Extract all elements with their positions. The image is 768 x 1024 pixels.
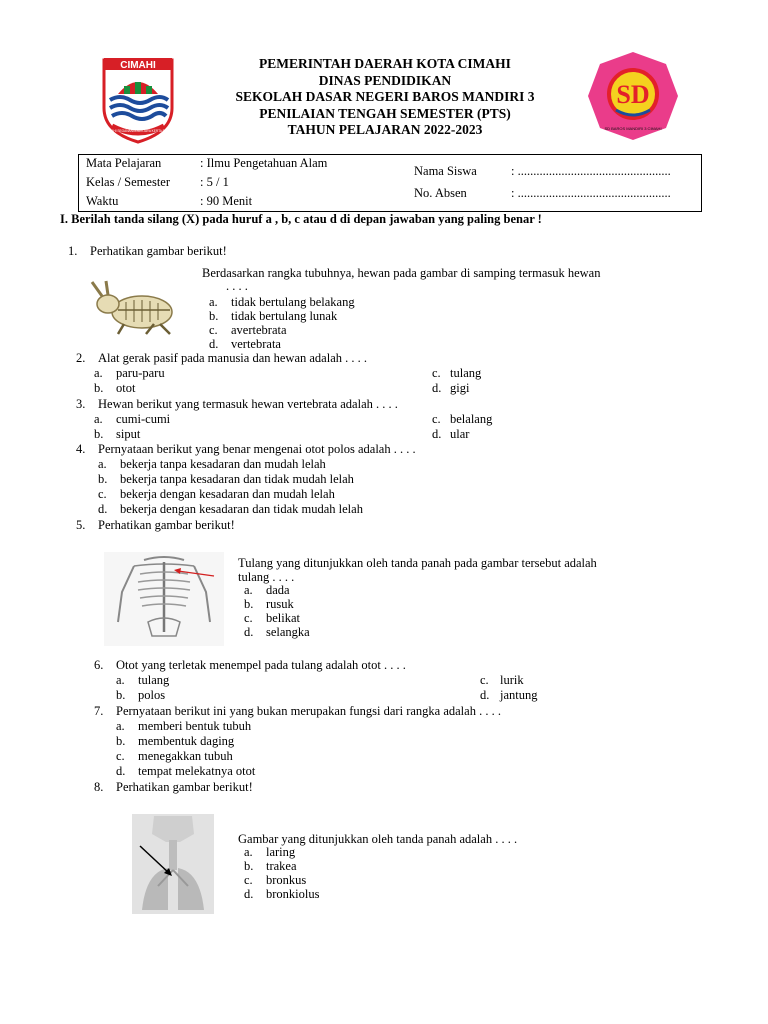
q1-stem-dots: . . . . bbox=[226, 279, 248, 293]
q1-option-1-letter[interactable]: a. bbox=[209, 295, 218, 309]
q2-option-2-text: otot bbox=[116, 381, 136, 395]
q3-number: 3. bbox=[76, 397, 86, 411]
class-value: : 5 / 1 bbox=[200, 175, 229, 189]
q3-option-4-letter[interactable]: d. bbox=[432, 427, 442, 441]
time-label: Waktu bbox=[86, 194, 119, 208]
time-value: : 90 Menit bbox=[200, 194, 253, 208]
q1-option-4-letter[interactable]: d. bbox=[209, 337, 219, 351]
q8-option-3-text: bronkus bbox=[266, 873, 307, 887]
class-label: Kelas / Semester bbox=[86, 175, 171, 189]
q4-number: 4. bbox=[76, 442, 86, 456]
q4-option-3-letter[interactable]: c. bbox=[98, 487, 107, 501]
q2-option-4-letter[interactable]: d. bbox=[432, 381, 442, 395]
q3-text: Hewan berikut yang termasuk hewan vertebrata adalah . . . . bbox=[98, 397, 398, 411]
q4-option-3-text: bekerja dengan kesadaran dan mudah lelah bbox=[120, 487, 335, 501]
black-arrow-indicator bbox=[136, 842, 176, 878]
q1-option-3-letter[interactable]: c. bbox=[209, 323, 218, 337]
q6-option-2-text: polos bbox=[138, 688, 166, 702]
q5-option-4-text: selangka bbox=[266, 625, 310, 639]
q3-option-2-letter[interactable]: b. bbox=[94, 427, 104, 441]
q4-option-4-letter[interactable]: d. bbox=[98, 502, 108, 516]
q2-option-2-letter[interactable]: b. bbox=[94, 381, 104, 395]
q8-number: 8. bbox=[94, 780, 104, 794]
cimahi-motto-text: CIMAHI SEGANANGGUN JAYA KERTA BAYA bbox=[105, 129, 171, 133]
student-info-box bbox=[78, 154, 702, 212]
name-label: Nama Siswa bbox=[414, 164, 477, 178]
svg-text:SD: SD bbox=[616, 80, 650, 109]
document-header bbox=[150, 56, 620, 139]
q2-number: 2. bbox=[76, 351, 86, 365]
header-line-3: SEKOLAH DASAR NEGERI BAROS MANDIRI 3 bbox=[235, 89, 535, 104]
q1-option-2-text: tidak bertulang lunak bbox=[231, 309, 338, 323]
q8-option-3-letter[interactable]: c. bbox=[244, 873, 253, 887]
header-line-2: DINAS PENDIDIKAN bbox=[318, 72, 452, 88]
red-arrow-indicator bbox=[172, 566, 216, 580]
rabbit-skeleton-image bbox=[84, 280, 184, 336]
q6-text: Otot yang terletak menempel pada tulang adalah otot . . . . bbox=[116, 658, 406, 672]
q8-stem: Gambar yang ditunjukkan oleh tanda panah adalah . . . . bbox=[238, 832, 518, 846]
header-line-1: PEMERINTAH DAERAH KOTA CIMAHI bbox=[259, 56, 511, 71]
q5-option-4-letter[interactable]: d. bbox=[244, 625, 254, 639]
q1-option-3-text: avertebrata bbox=[231, 323, 287, 337]
q6-option-2-letter[interactable]: b. bbox=[116, 688, 126, 702]
subject-value: : Ilmu Pengetahuan Alam bbox=[200, 156, 328, 170]
cimahi-logo-text: CIMAHI bbox=[120, 60, 156, 71]
q5-number: 5. bbox=[76, 518, 86, 532]
q1-option-1-text: tidak bertulang belakang bbox=[231, 295, 355, 309]
q7-option-1-letter[interactable]: a. bbox=[116, 719, 125, 733]
q5-stem-cont: tulang . . . . bbox=[238, 570, 295, 584]
q7-text: Pernyataan berikut ini yang bukan merupakan fungsi dari rangka adalah . . . . bbox=[116, 704, 501, 718]
q1-text: Perhatikan gambar berikut! bbox=[90, 244, 227, 258]
q8-option-2-text: trakea bbox=[266, 859, 297, 873]
instruction: I. Berilah tanda silang (X) pada huruf a , b, c atau d di depan jawaban yang paling benar ! bbox=[60, 212, 542, 226]
q3-option-2-text: siput bbox=[116, 427, 141, 441]
q7-option-4-letter[interactable]: d. bbox=[116, 764, 126, 778]
absen-label: No. Absen bbox=[414, 186, 467, 200]
q4-option-2-text: bekerja tanpa kesadaran dan tidak mudah lelah bbox=[120, 472, 354, 486]
q7-option-2-text: membentuk daging bbox=[138, 734, 235, 748]
q2-text: Alat gerak pasif pada manusia dan hewan adalah . . . . bbox=[98, 351, 367, 365]
q5-option-3-letter[interactable]: c. bbox=[244, 611, 253, 625]
q5-option-2-letter[interactable]: b. bbox=[244, 597, 254, 611]
q1-option-2-letter[interactable]: b. bbox=[209, 309, 219, 323]
q6-option-4-text: jantung bbox=[500, 688, 538, 702]
q7-option-2-letter[interactable]: b. bbox=[116, 734, 126, 748]
q2-option-3-text: tulang bbox=[450, 366, 482, 380]
q5-option-2-text: rusuk bbox=[266, 597, 294, 611]
q2-option-3-letter[interactable]: c. bbox=[432, 366, 441, 380]
q6-option-4-letter[interactable]: d. bbox=[480, 688, 490, 702]
q5-text: Perhatikan gambar berikut! bbox=[98, 518, 235, 532]
q7-option-3-letter[interactable]: c. bbox=[116, 749, 125, 763]
q4-option-2-letter[interactable]: b. bbox=[98, 472, 108, 486]
q6-option-1-letter[interactable]: a. bbox=[116, 673, 125, 687]
q7-number: 7. bbox=[94, 704, 104, 718]
q4-option-1-letter[interactable]: a. bbox=[98, 457, 107, 471]
q6-option-1-text: tulang bbox=[138, 673, 170, 687]
q3-option-4-text: ular bbox=[450, 427, 470, 441]
q4-text: Pernyataan berikut yang benar mengenai otot polos adalah . . . . bbox=[98, 442, 416, 456]
q6-option-3-letter[interactable]: c. bbox=[480, 673, 489, 687]
q1-option-4-text: vertebrata bbox=[231, 337, 281, 351]
q2-option-4-text: gigi bbox=[450, 381, 470, 395]
q3-option-3-letter[interactable]: c. bbox=[432, 412, 441, 426]
q7-option-4-text: tempat melekatnya otot bbox=[138, 764, 256, 778]
q3-option-3-text: belalang bbox=[450, 412, 493, 426]
q2-option-1-letter[interactable]: a. bbox=[94, 366, 103, 380]
q5-option-1-letter[interactable]: a. bbox=[244, 583, 253, 597]
q8-text: Perhatikan gambar berikut! bbox=[116, 780, 253, 794]
q8-option-1-text: laring bbox=[266, 845, 296, 859]
q6-number: 6. bbox=[94, 658, 104, 672]
q8-option-4-text: bronkiolus bbox=[266, 887, 320, 901]
q7-option-1-text: memberi bentuk tubuh bbox=[138, 719, 252, 733]
q7-option-3-text: menegakkan tubuh bbox=[138, 749, 233, 763]
q3-option-1-letter[interactable]: a. bbox=[94, 412, 103, 426]
q4-option-1-text: bekerja tanpa kesadaran dan mudah lelah bbox=[120, 457, 326, 471]
q5-option-3-text: belikat bbox=[266, 611, 301, 625]
q6-option-3-text: lurik bbox=[500, 673, 524, 687]
q3-option-1-text: cumi-cumi bbox=[116, 412, 171, 426]
header-line-4: PENILAIAN TENGAH SEMESTER (PTS) bbox=[259, 105, 511, 121]
q4-option-4-text: bekerja dengan kesadaran dan tidak mudah lelah bbox=[120, 502, 363, 516]
school-logo-text: SD BAROS MANDIRI 3 CIMAHI bbox=[604, 126, 662, 131]
q1-number: 1. bbox=[68, 244, 78, 258]
absen-field[interactable]: : ................................................. bbox=[511, 186, 671, 200]
subject-label: Mata Pelajaran bbox=[86, 156, 162, 170]
q8-option-1-letter[interactable]: a. bbox=[244, 845, 253, 859]
q5-stem: Tulang yang ditunjukkan oleh tanda panah pada gambar tersebut adalah bbox=[238, 556, 597, 570]
q8-option-2-letter[interactable]: b. bbox=[244, 859, 254, 873]
q1-stem: Berdasarkan rangka tubuhnya, hewan pada gambar di samping termasuk hewan bbox=[202, 266, 601, 280]
q2-option-1-text: paru-paru bbox=[116, 366, 165, 380]
q5-option-1-text: dada bbox=[266, 583, 290, 597]
q8-option-4-letter[interactable]: d. bbox=[244, 887, 254, 901]
header-line-5: TAHUN PELAJARAN 2022-2023 bbox=[287, 122, 483, 137]
name-field[interactable]: : ................................................. bbox=[511, 164, 671, 178]
